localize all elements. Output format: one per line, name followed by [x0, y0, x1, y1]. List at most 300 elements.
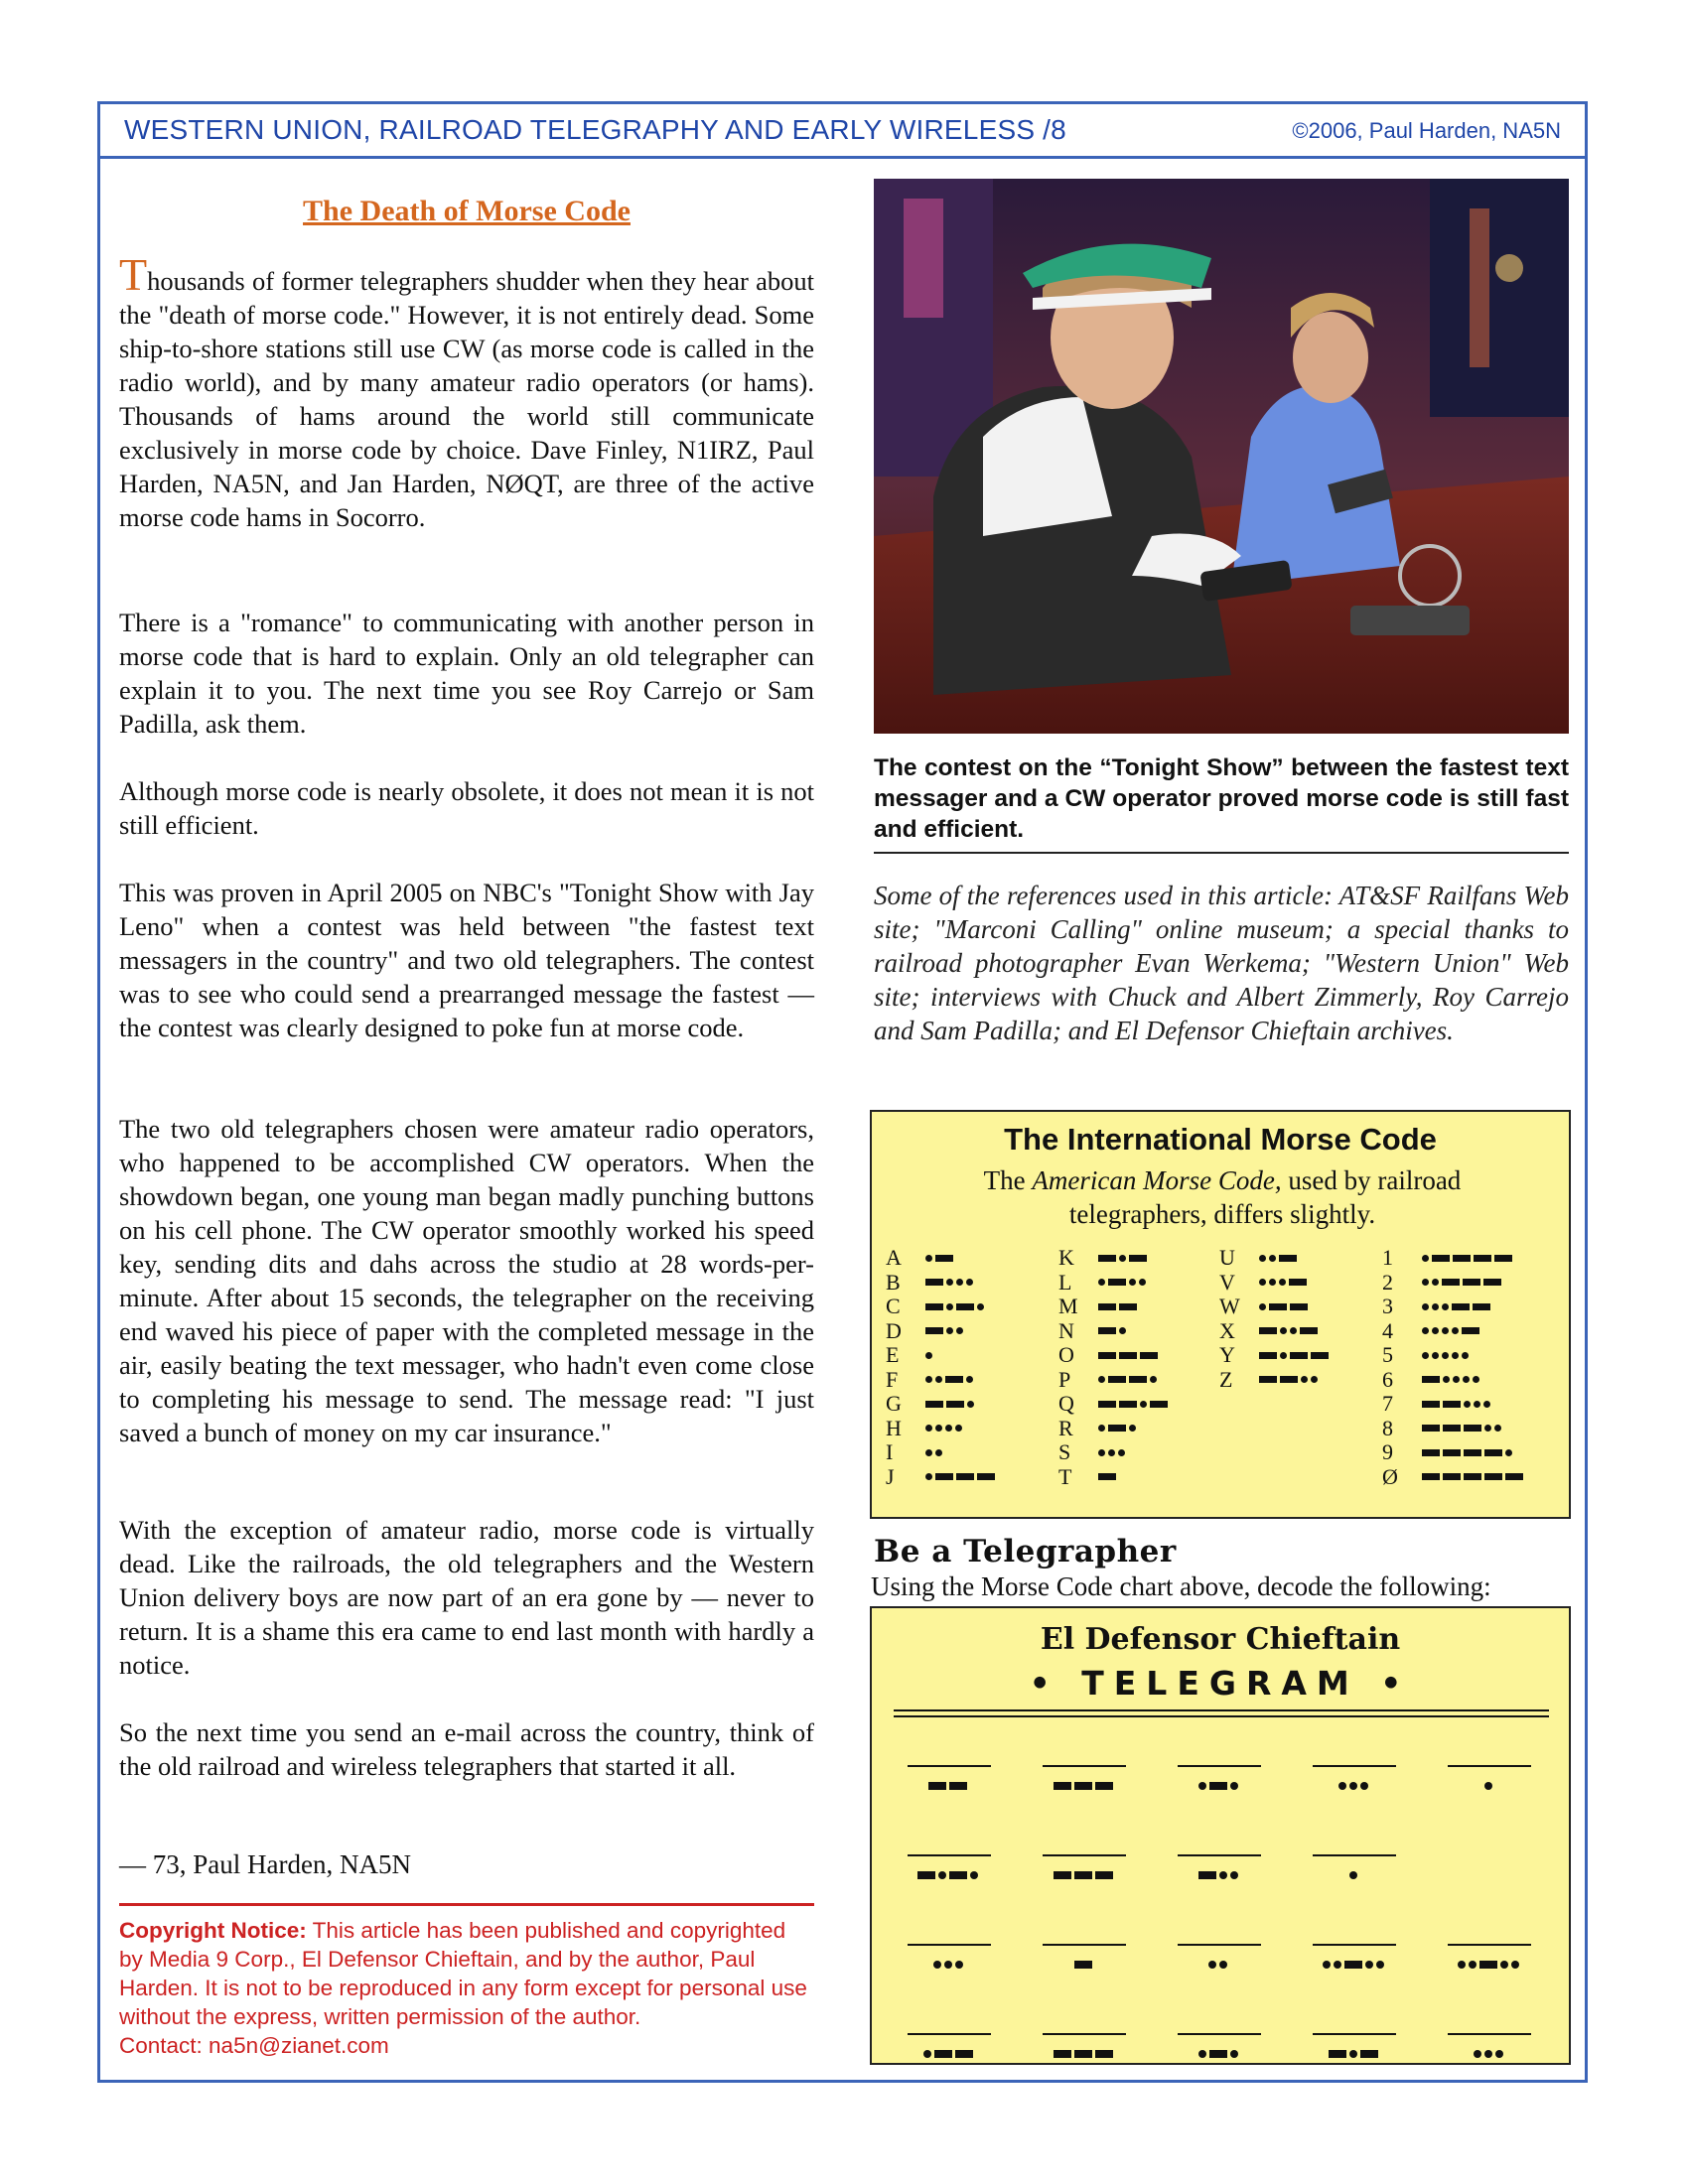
- morse-dot: [1290, 1327, 1297, 1334]
- morse-dash: [1129, 1255, 1147, 1262]
- morse-dash: [956, 1473, 974, 1480]
- telegram-letter-blank[interactable]: [908, 1854, 991, 1894]
- morse-dash: [1119, 1401, 1137, 1408]
- morse-dash: [945, 1376, 963, 1383]
- morse-dot: [1432, 1303, 1439, 1310]
- morse-dot: [1365, 1961, 1373, 1969]
- telegram-morse-code: [1178, 1779, 1261, 1793]
- morse-dot: [1452, 1352, 1459, 1359]
- morse-dot: [1230, 1782, 1238, 1790]
- telegram-letter-blank[interactable]: [1178, 2033, 1261, 2073]
- telegram-rule: [894, 1709, 1549, 1711]
- morse-code-pattern: [1422, 1368, 1482, 1392]
- morse-dash: [1462, 1327, 1479, 1334]
- morse-character: E: [886, 1342, 900, 1367]
- morse-dash: [1300, 1327, 1318, 1334]
- article-paragraph-3: Although morse code is nearly obsolete, it does not mean it is not still efficient.: [119, 776, 814, 840]
- morse-dash: [1443, 1473, 1461, 1480]
- caption-divider: [874, 852, 1569, 854]
- morse-dash: [956, 1303, 974, 1310]
- morse-code-pattern: [1098, 1343, 1161, 1367]
- morse-dash: [1494, 1255, 1512, 1262]
- telegram-morse-code: [1313, 2047, 1396, 2061]
- morse-dash: [1279, 1255, 1297, 1262]
- morse-dot: [1484, 1782, 1492, 1790]
- answer-line: [1448, 2033, 1531, 2035]
- morse-dash: [925, 1327, 943, 1334]
- morse-dash: [1259, 1352, 1277, 1359]
- morse-dot: [1280, 1352, 1287, 1359]
- morse-dot: [1484, 2050, 1492, 2058]
- morse-dot: [955, 1425, 962, 1432]
- morse-character: I: [886, 1439, 894, 1464]
- morse-dash: [1344, 1961, 1362, 1969]
- references: Some of the references used in this article: AT&SF Railfans Web site; "Marconi Calling" online museum; a special thanks to railroad photographer Evan Werkema; "Western Union" Web site; interviews with Chuck and Albert Zimmerly, Roy Carrejo and Sam Padilla; and El Defensor Chieftain archives.: [874, 881, 1569, 1045]
- morse-dot: [1311, 1376, 1318, 1383]
- telegram-letter-blank[interactable]: [908, 1944, 991, 1983]
- morse-dash: [1474, 1255, 1491, 1262]
- morse-dot: [1360, 1782, 1368, 1790]
- morse-dash: [1074, 2050, 1092, 2058]
- morse-code-pattern: [925, 1417, 965, 1440]
- morse-dot: [1442, 1303, 1449, 1310]
- morse-dot: [946, 1279, 953, 1286]
- morse-dot: [1494, 1425, 1501, 1432]
- morse-code-pattern: [1259, 1295, 1311, 1318]
- morse-dash: [925, 1303, 943, 1310]
- morse-dash: [1140, 1352, 1158, 1359]
- morse-code-pattern: [1259, 1368, 1321, 1392]
- morse-code-pattern: [925, 1368, 976, 1392]
- morse-character: H: [886, 1415, 902, 1440]
- telegram-morse-code: [1178, 1958, 1261, 1972]
- telegram-letter-blank[interactable]: [908, 2033, 991, 2073]
- morse-dash: [1442, 1279, 1460, 1286]
- morse-dash: [1259, 1376, 1277, 1383]
- morse-code-pattern: [1422, 1295, 1493, 1318]
- morse-character: W: [1219, 1294, 1240, 1318]
- morse-character: 8: [1382, 1415, 1393, 1440]
- morse-dot: [1198, 2050, 1206, 2058]
- morse-dash: [1484, 1449, 1502, 1456]
- morse-dot: [1118, 1449, 1125, 1456]
- morse-dot: [1452, 1327, 1459, 1334]
- answer-line: [1313, 1944, 1396, 1946]
- answer-line: [908, 2033, 991, 2035]
- morse-code-pattern: [1422, 1319, 1482, 1343]
- morse-dash: [1074, 1782, 1092, 1790]
- morse-dot: [1464, 1401, 1471, 1408]
- morse-dash: [935, 1255, 953, 1262]
- telegram-letter-blank[interactable]: [1178, 1765, 1261, 1805]
- morse-dash: [1119, 1303, 1137, 1310]
- morse-code-pattern: [1422, 1343, 1472, 1367]
- morse-character: 2: [1382, 1269, 1393, 1295]
- telegram-morse-code: [1313, 1779, 1396, 1793]
- telegram-morse-code: [1313, 1958, 1396, 1972]
- morse-dot: [1483, 1401, 1490, 1408]
- answer-line: [1448, 1944, 1531, 1946]
- morse-dot: [1422, 1352, 1429, 1359]
- morse-dash: [1119, 1352, 1137, 1359]
- morse-dot: [925, 1473, 932, 1480]
- answer-line: [1313, 1765, 1396, 1767]
- morse-dash: [1198, 1871, 1216, 1879]
- morse-code-pattern: [1098, 1271, 1149, 1295]
- morse-dot: [925, 1352, 932, 1359]
- morse-dash: [1054, 2050, 1071, 2058]
- telegram-morse-code: [1043, 1868, 1126, 1882]
- answer-line: [908, 1854, 991, 1856]
- answer-line: [1043, 2033, 1126, 2035]
- morse-dot: [925, 1449, 932, 1456]
- morse-code-pattern: [1422, 1440, 1515, 1464]
- telegram-letter-blank[interactable]: [1313, 1854, 1396, 1894]
- morse-dot: [1129, 1425, 1136, 1432]
- morse-dash: [1452, 1303, 1470, 1310]
- morse-dot: [1119, 1255, 1126, 1262]
- morse-character: C: [886, 1294, 901, 1318]
- morse-dash: [977, 1473, 995, 1480]
- contact-email: Contact: na5n@zianet.com: [119, 2033, 389, 2058]
- morse-dash: [1443, 1401, 1461, 1408]
- morse-dash: [1463, 1279, 1480, 1286]
- morse-dot: [1098, 1449, 1105, 1456]
- telegram-morse-code: [1178, 2047, 1261, 2061]
- morse-dash: [1422, 1376, 1440, 1383]
- morse-dash: [949, 1782, 967, 1790]
- telegram-morse-code: [908, 1779, 991, 1793]
- morse-code-pattern: [925, 1295, 987, 1318]
- morse-dash: [1422, 1473, 1440, 1480]
- morse-character: A: [886, 1245, 902, 1270]
- morse-dash: [1432, 1255, 1450, 1262]
- morse-dash: [1280, 1376, 1298, 1383]
- morse-dot: [1458, 1961, 1466, 1969]
- morse-dot: [935, 1449, 942, 1456]
- morse-dash: [1422, 1425, 1440, 1432]
- morse-dash: [1464, 1449, 1481, 1456]
- morse-code-pattern: [1098, 1465, 1119, 1489]
- morse-dash: [1290, 1303, 1308, 1310]
- morse-code-pattern: [925, 1319, 966, 1343]
- telegram-morse-code: [1178, 1868, 1261, 1882]
- morse-character: O: [1058, 1342, 1074, 1367]
- morse-dot: [1301, 1376, 1308, 1383]
- telegram-letter-blank[interactable]: [1178, 1944, 1261, 1983]
- photo-illustration: [874, 179, 1569, 734]
- morse-code-pattern: [1098, 1417, 1139, 1440]
- morse-dot: [946, 1303, 953, 1310]
- morse-dot: [944, 1961, 952, 1969]
- morse-dot: [1462, 1352, 1469, 1359]
- telegram-letter-blank[interactable]: [1043, 1765, 1126, 1805]
- answer-line: [1178, 2033, 1261, 2035]
- morse-dash: [1422, 1401, 1440, 1408]
- morse-dash: [1108, 1376, 1126, 1383]
- morse-dot: [1422, 1303, 1429, 1310]
- morse-dot: [1230, 1871, 1238, 1879]
- morse-dash: [925, 1401, 943, 1408]
- morse-dash: [1150, 1401, 1168, 1408]
- morse-chart-title: The International Morse Code: [1004, 1122, 1437, 1157]
- morse-dot: [1376, 1961, 1384, 1969]
- morse-dot: [1219, 1961, 1227, 1969]
- morse-dash: [1259, 1327, 1277, 1334]
- morse-dash: [1269, 1303, 1287, 1310]
- morse-character: F: [886, 1366, 899, 1392]
- page-header: [100, 104, 1585, 159]
- morse-dash: [1054, 1782, 1071, 1790]
- morse-dot: [1259, 1303, 1266, 1310]
- morse-code-pattern: [1098, 1392, 1171, 1416]
- signature: — 73, Paul Harden, NA5N: [119, 1849, 411, 1879]
- telegram-paper-name: El Defensor Chieftain: [1040, 1622, 1401, 1657]
- telegram-letter-blank[interactable]: [1313, 1765, 1396, 1805]
- morse-dash: [1464, 1473, 1481, 1480]
- morse-dash: [1108, 1425, 1126, 1432]
- morse-dot: [1505, 1449, 1512, 1456]
- morse-code-pattern: [1259, 1271, 1310, 1295]
- morse-character: 1: [1382, 1245, 1393, 1270]
- telegram-morse-code: [1043, 1779, 1126, 1793]
- morse-dot: [1208, 1961, 1216, 1969]
- morse-dot: [1119, 1327, 1126, 1334]
- morse-dot: [955, 1961, 963, 1969]
- morse-dash: [1484, 1473, 1502, 1480]
- morse-code-pattern: [925, 1440, 945, 1464]
- answer-line: [1313, 2033, 1396, 2035]
- drop-cap: T: [119, 249, 148, 300]
- morse-character: B: [886, 1269, 901, 1295]
- article-paragraph-5: The two old telegraphers chosen were amateur radio operators, who happened to be accomplished CW operators. When the showdown began, one young man began madly punching buttons on his cell phone. The CW operator smoothly worked his speed key, sending dits and dahs across the studio at 28 words-per-minute. After about 15 seconds, the telegrapher on the receiving end waved his piece of paper with the completed message in the air, easily beating the text messager, who hadn't even come close to completing his message to send. The message read: "I just saved a bunch of money on my car insurance.": [119, 1114, 814, 1447]
- morse-dot: [966, 1376, 973, 1383]
- morse-dot: [925, 1376, 932, 1383]
- morse-dot: [1338, 1782, 1346, 1790]
- morse-character: K: [1058, 1245, 1074, 1270]
- morse-character: M: [1058, 1294, 1078, 1318]
- morse-dash: [934, 2050, 952, 2058]
- morse-code-pattern: [1422, 1246, 1515, 1270]
- morse-code-pattern: [1259, 1319, 1321, 1343]
- morse-dot: [956, 1279, 963, 1286]
- morse-dot: [1474, 2050, 1481, 2058]
- morse-character: D: [886, 1317, 902, 1343]
- article-paragraph-1: Thousands of former telegraphers shudder when they hear about the "death of morse code." However, it is not entirely dead. Some ship-to-shore stations still use CW (as morse code is called in the radio world), and by many amateur radio operators (or hams). Thousands of hams around the world still communicate exclusively in morse code by choice. Dave Finley, N1IRZ, Paul Harden, NA5N, and Jan Harden, NØQT, are three of the active morse code hams in Socorro.: [119, 249, 814, 532]
- telegram-exercise: [870, 1606, 1571, 2065]
- morse-code-pattern: [1422, 1417, 1504, 1440]
- morse-dash: [1443, 1425, 1461, 1432]
- telegram-letter-blank[interactable]: [1448, 2033, 1531, 2073]
- morse-dot: [1422, 1255, 1429, 1262]
- morse-dash: [925, 1279, 943, 1286]
- morse-character: 7: [1382, 1391, 1393, 1416]
- morse-dash: [1479, 1961, 1497, 1969]
- telegram-letter-blank[interactable]: [1448, 1944, 1531, 1983]
- telegram-letter-blank[interactable]: [1313, 1944, 1396, 1983]
- morse-dot: [1269, 1255, 1276, 1262]
- morse-dot: [1140, 1401, 1147, 1408]
- morse-dot: [1098, 1279, 1105, 1286]
- morse-dot: [1473, 1376, 1479, 1383]
- article-paragraph-2: There is a "romance" to communicating with another person in morse code that is hard to explain. Only an old telegrapher can explain it to you. The next time you see Roy Carrejo or Sam Padilla, ask them.: [119, 608, 814, 739]
- morse-dot: [1139, 1279, 1146, 1286]
- morse-dot: [1422, 1327, 1429, 1334]
- morse-dot: [1432, 1327, 1439, 1334]
- morse-character: Q: [1058, 1391, 1074, 1416]
- morse-dot: [977, 1303, 984, 1310]
- morse-dot: [946, 1327, 953, 1334]
- morse-character: X: [1219, 1317, 1235, 1343]
- morse-code-pattern: [1098, 1368, 1160, 1392]
- answer-line: [1043, 1854, 1126, 1856]
- telegram-morse-code: [1448, 1779, 1531, 1793]
- article-paragraph-6: With the exception of amateur radio, morse code is virtually dead. Like the railroads, the old telegraphers and the Western Union delivery boys are now part of an era gone by — never to return. It is a shame this era came to end last month with hardly a notice.: [119, 1515, 814, 1680]
- morse-code-pattern: [1422, 1271, 1504, 1295]
- tonight-show-photo: [874, 179, 1569, 734]
- morse-dash: [1098, 1327, 1116, 1334]
- morse-dot: [970, 1871, 978, 1879]
- morse-dot: [1422, 1279, 1429, 1286]
- morse-code-pattern: [1098, 1246, 1150, 1270]
- morse-code-pattern: [1098, 1440, 1128, 1464]
- morse-dot: [1323, 1961, 1331, 1969]
- morse-dash: [1453, 1255, 1471, 1262]
- answer-line: [1043, 1944, 1126, 1946]
- morse-code-pattern: [1259, 1343, 1332, 1367]
- morse-dot: [1474, 1401, 1480, 1408]
- telegram-morse-code: [908, 1958, 991, 1972]
- morse-dash: [1505, 1473, 1523, 1480]
- telegram-letter-blank[interactable]: [1043, 2033, 1126, 2073]
- morse-dot: [1108, 1449, 1115, 1456]
- morse-dot: [1279, 1279, 1286, 1286]
- morse-dot: [1198, 1782, 1206, 1790]
- morse-dash: [1098, 1401, 1116, 1408]
- morse-dash: [1098, 1352, 1116, 1359]
- answer-line: [908, 1944, 991, 1946]
- morse-dot: [935, 1376, 942, 1383]
- answer-line: [908, 1765, 991, 1767]
- morse-dot: [933, 1961, 941, 1969]
- article-paragraph-4: This was proven in April 2005 on NBC's "Tonight Show with Jay Leno" when a contest was held between "the fastest text messagers in the country" and two old telegraphers. The contest was to see who could send a prearranged message the fastest — the contest was clearly designed to poke fun at morse code.: [119, 878, 814, 1042]
- morse-dot: [1442, 1352, 1449, 1359]
- morse-character: 4: [1382, 1317, 1393, 1343]
- morse-dot: [1269, 1279, 1276, 1286]
- morse-character: 9: [1382, 1439, 1393, 1464]
- telegram-morse-code: [1043, 1958, 1126, 1972]
- morse-code-pattern: [925, 1343, 935, 1367]
- morse-dash: [1443, 1449, 1461, 1456]
- morse-character: G: [886, 1391, 902, 1416]
- morse-dash: [1095, 1871, 1113, 1879]
- telegram-letter-blank[interactable]: [1178, 1854, 1261, 1894]
- morse-dot: [938, 1871, 946, 1879]
- morse-dash: [949, 1871, 967, 1879]
- morse-code-pattern: [1098, 1319, 1129, 1343]
- telegram-letter-blank[interactable]: [1043, 1854, 1126, 1894]
- morse-dash: [1329, 2050, 1346, 2058]
- morse-dash: [1464, 1425, 1481, 1432]
- morse-dash: [1209, 2050, 1227, 2058]
- morse-dash: [1473, 1303, 1490, 1310]
- exercise-instruction: Using the Morse Code chart above, decode the following:: [871, 1571, 1491, 1601]
- morse-character: Z: [1219, 1366, 1233, 1392]
- photo-caption: The contest on the “Tonight Show” between the fastest text messager and a CW operator proved morse code is still fast and efficient.: [874, 754, 1569, 843]
- telegram-letter-blank[interactable]: [1313, 2033, 1396, 2073]
- morse-character: 5: [1382, 1342, 1393, 1367]
- morse-dash: [917, 1871, 935, 1879]
- telegram-morse-code: [908, 2047, 991, 2061]
- morse-character: P: [1058, 1366, 1071, 1392]
- morse-character: R: [1058, 1415, 1073, 1440]
- morse-dot: [1098, 1425, 1105, 1432]
- telegram-letter-blank[interactable]: [1043, 1944, 1126, 1983]
- morse-dot: [1230, 2050, 1238, 2058]
- telegram-heading: • TELEGRAM •: [1029, 1664, 1412, 1703]
- telegram-letter-blank[interactable]: [1448, 1765, 1531, 1805]
- morse-character: 3: [1382, 1294, 1393, 1318]
- morse-code-pattern: [1422, 1392, 1493, 1416]
- morse-dot: [1500, 1961, 1508, 1969]
- morse-dot: [966, 1279, 973, 1286]
- morse-dot: [1150, 1376, 1157, 1383]
- morse-character: Y: [1219, 1342, 1235, 1367]
- morse-code-pattern: [925, 1392, 977, 1416]
- morse-dash: [1054, 1871, 1071, 1879]
- morse-dash: [1108, 1279, 1126, 1286]
- copyright-notice: Copyright Notice: This article has been published and copyrighted by Media 9 Corp., El Defensor Chieftain, and by the author, Paul Harden. It is not to be reproduced in any form except for personal use without the express, written permission of the author. Contact: na5n@zianet.com: [119, 1918, 807, 2058]
- morse-dot: [967, 1401, 974, 1408]
- morse-dot: [1484, 1425, 1491, 1432]
- article-title: The Death of Morse Code: [303, 195, 631, 227]
- morse-dash: [1209, 1782, 1227, 1790]
- morse-dot: [1334, 1961, 1341, 1969]
- morse-character: U: [1219, 1245, 1235, 1270]
- morse-dash: [1360, 2050, 1378, 2058]
- morse-character: T: [1058, 1463, 1072, 1489]
- morse-dot: [925, 1425, 932, 1432]
- morse-dash: [1074, 1871, 1092, 1879]
- answer-line: [1043, 1765, 1126, 1767]
- morse-code-pattern: [925, 1271, 976, 1295]
- telegram-morse-code: [1313, 1868, 1396, 1882]
- morse-dash: [1095, 1782, 1113, 1790]
- answer-line: [1178, 1854, 1261, 1856]
- morse-character: L: [1058, 1269, 1072, 1295]
- morse-dot: [1349, 1871, 1357, 1879]
- morse-dash: [935, 1473, 953, 1480]
- morse-dash: [928, 1782, 946, 1790]
- morse-code-pattern: [1422, 1465, 1526, 1489]
- morse-dot: [1432, 1279, 1439, 1286]
- morse-dash: [1095, 2050, 1113, 2058]
- morse-character: N: [1058, 1317, 1074, 1343]
- morse-dot: [956, 1327, 963, 1334]
- morse-dash: [1098, 1303, 1116, 1310]
- telegram-morse-code: [1043, 2047, 1126, 2061]
- answer-line: [1448, 1765, 1531, 1767]
- morse-chart-subtitle: The American Morse Code, used by railroad telegraphers, differs slightly.: [983, 1165, 1462, 1229]
- morse-dash: [1311, 1352, 1329, 1359]
- morse-dash: [1074, 1961, 1092, 1969]
- morse-dot: [1349, 1782, 1357, 1790]
- telegram-morse-code: [1448, 1958, 1531, 1972]
- morse-dot: [1280, 1327, 1287, 1334]
- telegram-letter-blank[interactable]: [908, 1765, 991, 1805]
- header-title: WESTERN UNION, RAILROAD TELEGRAPHY AND EARLY WIRELESS /8: [124, 114, 1066, 145]
- morse-dot: [1463, 1376, 1470, 1383]
